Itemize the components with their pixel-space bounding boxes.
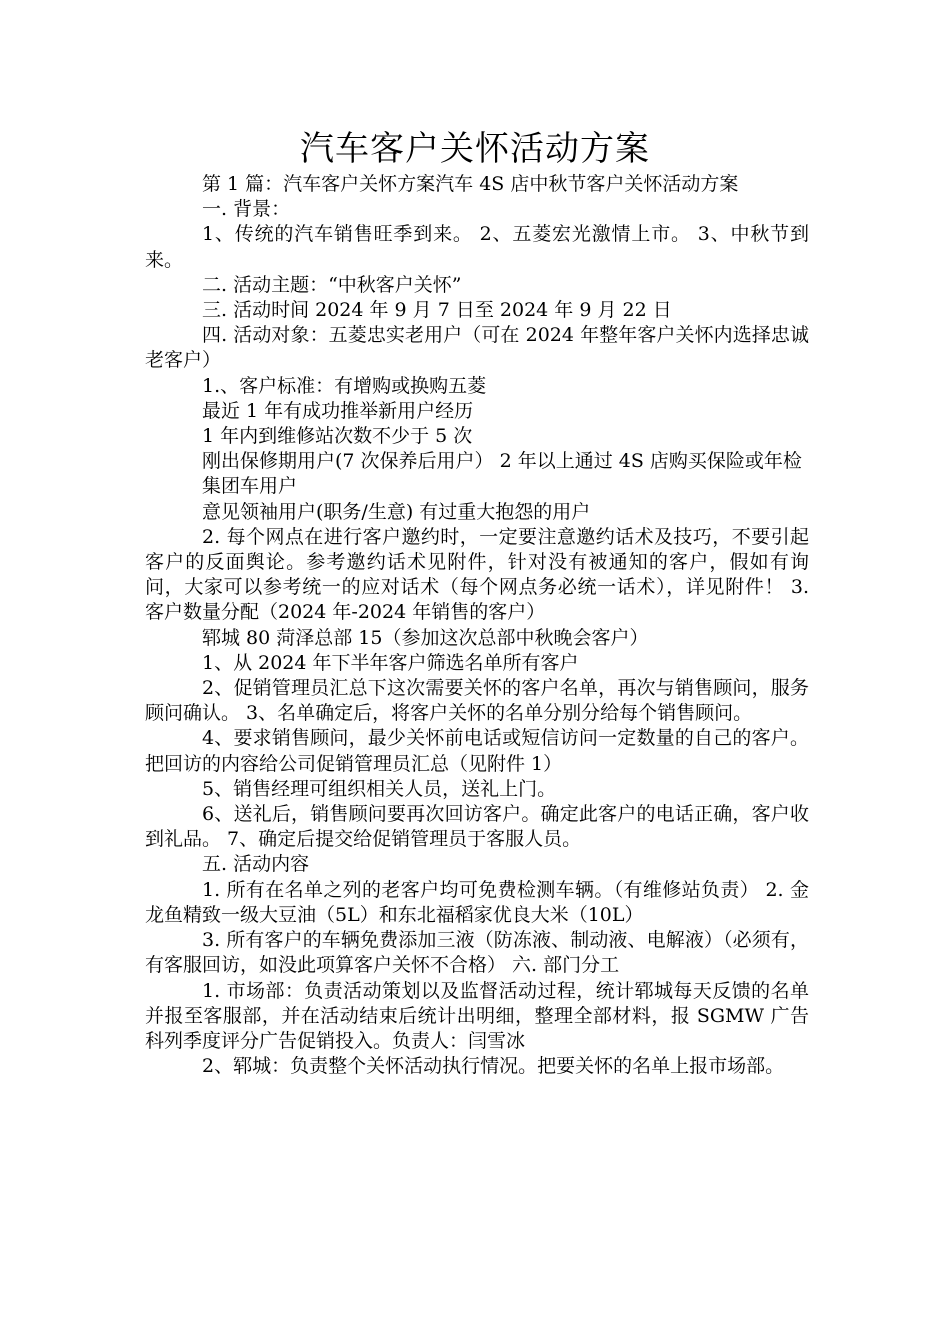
paragraph-criteria-warranty: 刚出保修期用户(7 次保养后用户） 2 年以上通过 4S 店购买保险或年检 <box>202 450 802 473</box>
paragraph-dept-marketing: 1. 市场部：负责活动策划以及监督活动过程，统计郓城每天反馈的名单并报至客服部，并在活动结束后统计出明细，整理全部材料，报 SGMW 广告科列季度评分广告促销投入。负责人：闫雪冰 <box>145 979 809 1052</box>
paragraph-criteria-referral: 最近 1 年有成功推举新用户经历 <box>202 399 474 422</box>
paragraph-step-6-7: 6、送礼后，销售顾问要再次回访客户。确定此客户的电话正确，客户收到礼品。 7、确定后提交给促销管理员于客服人员。 <box>145 803 809 851</box>
paragraph-step-5: 5、销售经理可组织相关人员，送礼上门。 <box>202 777 557 800</box>
paragraph-activity-target: 四. 活动对象：五菱忠实老用户（可在 2024 年整年客户关怀内选择忠诚老客户） <box>145 324 809 372</box>
paragraph-activity-time: 三. 活动时间 2024 年 9 月 7 日至 2024 年 9 月 22 日 <box>202 299 672 322</box>
paragraph-step-1: 1、从 2024 年下半年客户筛选名单所有客户 <box>202 651 579 674</box>
paragraph-step-2-3: 2、促销管理员汇总下这次需要关怀的客户名单，再次与销售顾问，服务顾问确认。 3、名单确定后，将客户关怀的名单分别分给每个销售顾问。 <box>145 677 809 725</box>
paragraph-criteria-opinion: 意见领袖用户(职务/生意) 有过重大抱怨的用户 <box>202 500 591 523</box>
paragraph-content-1-2: 1. 所有在名单之列的老客户均可免费检测车辆。（有维修站负责） 2. 金龙鱼精致一级大豆油（5L）和东北福稻家优良大米（10L） <box>145 878 809 926</box>
paragraph-invitation-notes: 2. 每个网点在进行客户邀约时，一定要注意邀约话术及技巧，不要引起客户的反面舆论。参考邀约话术见附件，针对没有被通知的客户，假如有询问，大家可以参考统一的应对话术（每个网点务必统一话术），详见附件！ 3. 客户数量分配（2024 年-2024 年销售的客户） <box>145 525 809 624</box>
paragraph-criteria-visits: 1 年内到维修站次数不少于 5 次 <box>202 425 473 448</box>
paragraph-section-heading: 第 1 篇：汽车客户关怀方案汽车 4S 店中秋节客户关怀活动方案 <box>202 173 739 195</box>
paragraph-background-items: 1、传统的汽车销售旺季到来。 2、五菱宏光激情上市。 3、中秋节到来。 <box>145 223 809 271</box>
paragraph-criteria-group: 集团车用户 <box>202 475 298 498</box>
paragraph-dept-yuncheng: 2、郓城：负责整个关怀活动执行情况。把要关怀的名单上报市场部。 <box>202 1055 785 1078</box>
paragraph-step-4: 4、要求销售顾问，最少关怀前电话或短信访问一定数量的自己的客户。把回访的内容给公司促销管理员汇总（见附件 1） <box>145 727 809 775</box>
paragraph-content-3: 3. 所有客户的车辆免费添加三液（防冻液、制动液、电解液）（必须有，有客服回访，如没此项算客户关怀不合格） 六. 部门分工 <box>145 929 809 977</box>
paragraph-customer-criteria: 1.、客户标准：有增购或换购五菱 <box>202 374 487 397</box>
paragraph-customer-allocation: 郓城 80 菏泽总部 15（参加这次总部中秋晚会客户） <box>202 626 649 649</box>
paragraph-content-heading: 五. 活动内容 <box>202 853 310 876</box>
paragraph-activity-theme: 二. 活动主题：“中秋客户关怀” <box>202 273 462 296</box>
paragraph-background-heading: 一. 背景： <box>202 198 291 221</box>
document-body <box>145 172 809 1079</box>
document-title: 汽车客户关怀活动方案 <box>300 129 650 169</box>
